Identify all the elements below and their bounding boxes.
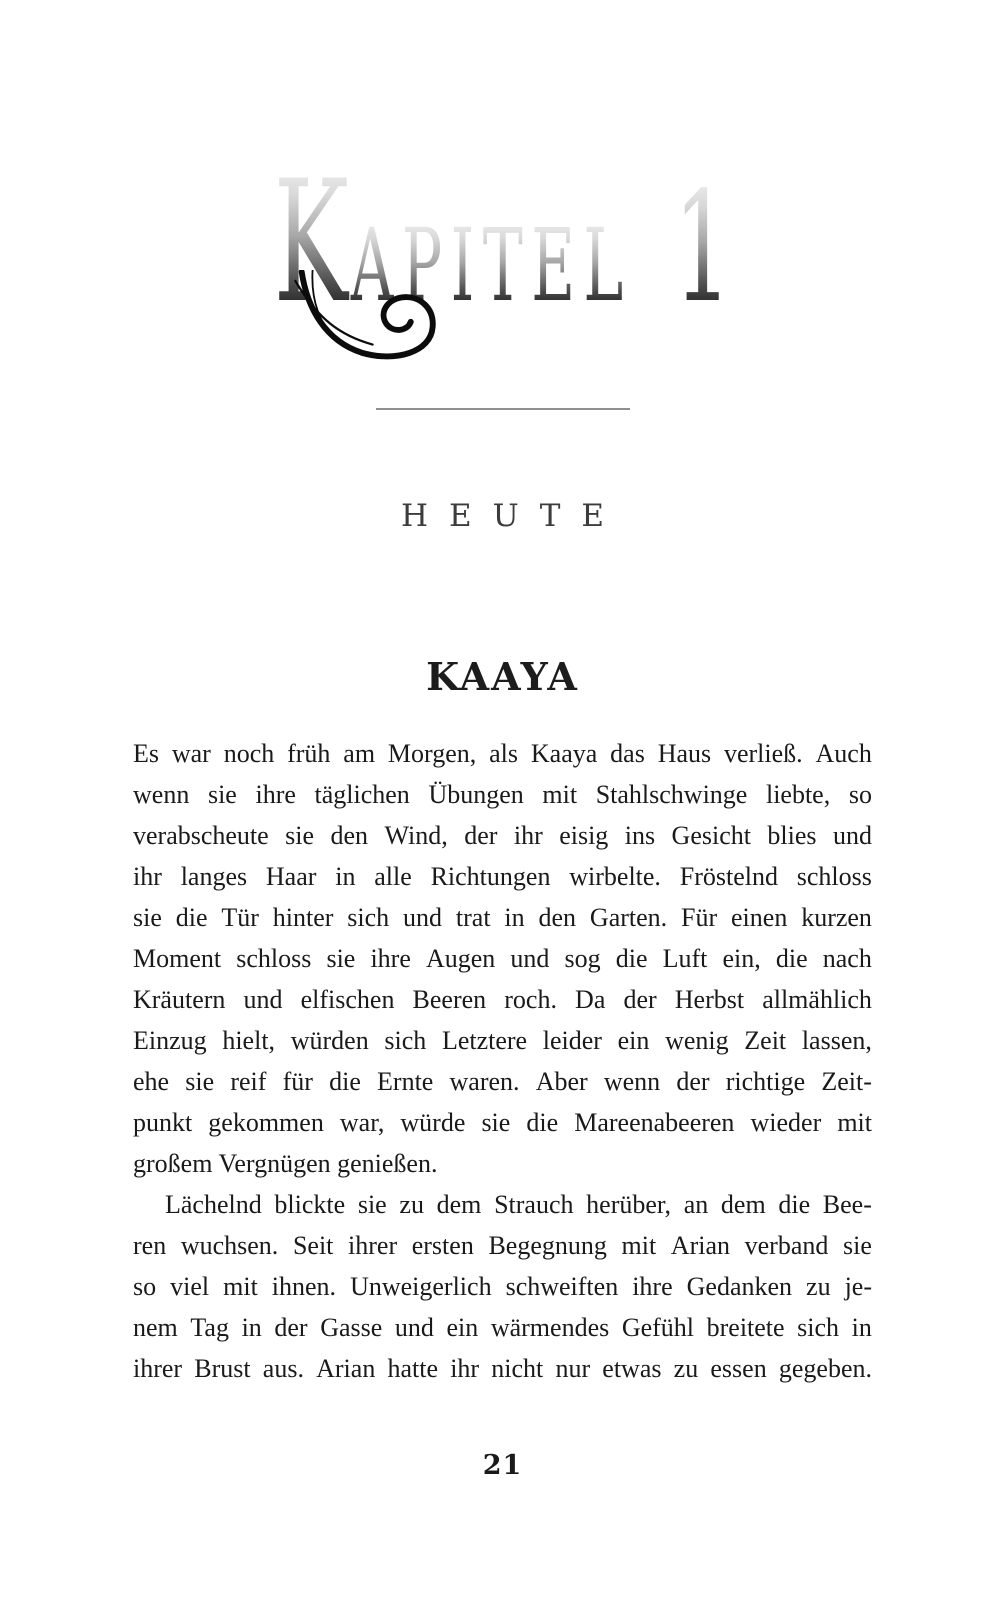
text-line: so viel mit ihnen. Unweigerlich schweiften ihre Gedanken zu je- [133, 1272, 872, 1301]
text-line: ehe sie reif für die Ernte waren. Aber wenn der richtige Zeit- [133, 1067, 872, 1096]
body-text [133, 733, 872, 1389]
chapter-number: 1 [673, 159, 732, 336]
chapter-heading [0, 144, 1005, 358]
text-line: Moment schloss sie ihre Augen und sog die Luft ein, die nach [133, 944, 872, 973]
text-line: verabscheute sie den Wind, der ihr eisig ins Gesicht blies und [133, 821, 872, 850]
text-line: sie die Tür hinter sich und trat in den Garten. Für einen kurzen [133, 903, 872, 932]
chapter-initial-letter: K [273, 144, 349, 340]
text-line: wenn sie ihre täglichen Übungen mit Stahlschwinge liebte, so [133, 780, 872, 809]
text-line: ren wuchsen. Seit ihrer ersten Begegnung mit Arian verband sie [133, 1231, 872, 1260]
text-line: ihrer Brust aus. Arian hatte ihr nicht nur etwas zu essen gegeben. [133, 1354, 872, 1383]
chapter-word-rest: APITEL [350, 207, 632, 324]
section-subtitle: HEUTE [400, 498, 626, 534]
text-line: großem Vergnügen genießen. [133, 1149, 438, 1178]
section-divider [376, 408, 630, 410]
text-line: Es war noch früh am Morgen, als Kaaya das Haus verließ. Auch [133, 739, 872, 768]
text-line: ihr langes Haar in alle Richtungen wirbelte. Fröstelnd schloss [133, 862, 872, 891]
page-number: 21 [482, 1450, 523, 1481]
text-line: punkt gekommen war, würde sie die Mareenabeeren wieder mit [133, 1108, 872, 1137]
text-line: Kräutern und elfischen Beeren roch. Da der Herbst allmählich [133, 985, 872, 1014]
text-line: Lächelnd blickte sie zu dem Strauch herüber, an dem die Bee- [165, 1190, 872, 1219]
text-line: nem Tag in der Gasse und ein wärmendes Gefühl breitete sich in [133, 1313, 872, 1342]
pov-heading: KAAYA [426, 654, 579, 699]
text-line: Einzug hielt, würden sich Letztere leider ein wenig Zeit lassen, [133, 1026, 872, 1055]
